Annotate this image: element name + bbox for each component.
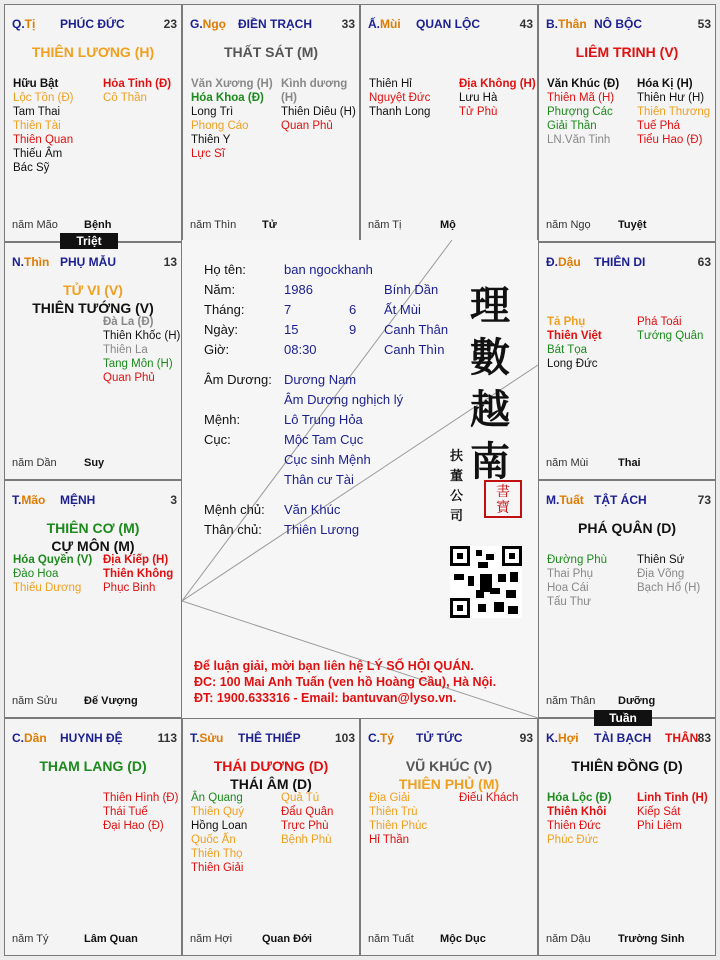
minor-star: Thiên Không <box>103 568 174 580</box>
minor-star: Thiên Việt <box>547 330 602 342</box>
palace-phase: Thai <box>618 457 641 469</box>
palace-branch: Tị <box>24 17 36 31</box>
info-canchi: Bính Dần <box>384 282 439 297</box>
palace-age: 93 <box>519 731 533 745</box>
palace-cell-mao[interactable] <box>4 480 182 718</box>
palace-header <box>539 255 715 271</box>
main-star: TỬ VI (V) <box>63 282 123 298</box>
palace-branch: Sửu <box>199 731 224 745</box>
minor-star: Tả Phụ <box>547 316 586 328</box>
palace-stem: N. <box>12 255 24 269</box>
palace-name: TẬT ÁCH <box>594 493 647 507</box>
minor-star: Thai Phụ <box>547 568 594 580</box>
minor-star: Tiểu Hao (Đ) <box>637 134 703 146</box>
minor-star: Đẩu Quân <box>281 806 334 818</box>
minor-star: Quan Phủ <box>281 120 333 132</box>
main-stars <box>361 757 537 793</box>
minor-stars-right <box>637 791 716 833</box>
minor-star: Thiên Phúc <box>369 820 428 832</box>
main-star: LIÊM TRINH (V) <box>575 44 679 60</box>
palace-header <box>539 17 715 33</box>
minor-star: Thanh Long <box>369 106 431 118</box>
minor-stars-right <box>103 791 182 833</box>
main-star: THÁI DƯƠNG (D) <box>213 758 329 774</box>
palace-age: 83 <box>697 731 711 745</box>
palace-stem: Q. <box>12 17 25 31</box>
palace-header <box>5 255 181 271</box>
palace-stem-branch <box>546 255 581 269</box>
minor-star: Thiên Diêu (H) <box>281 106 356 118</box>
palace-stem: B. <box>546 17 558 31</box>
minor-stars-right <box>459 791 538 805</box>
minor-star: Kình dương (H) <box>281 78 348 104</box>
palace-header <box>361 731 537 747</box>
minor-star: Quả Tú <box>281 792 320 804</box>
center-info-panel <box>182 240 538 718</box>
palace-year: năm Ngọ <box>546 219 591 231</box>
palace-age: 63 <box>697 255 711 269</box>
main-star: PHÁ QUÂN (D) <box>578 520 676 536</box>
minor-stars-left <box>13 553 97 595</box>
minor-star: Thái Tuế <box>103 806 148 818</box>
minor-star: Long Đức <box>547 358 598 370</box>
red-seal <box>484 480 522 518</box>
main-star: THIÊN CƠ (M) <box>46 520 140 536</box>
palace-stem: T. <box>12 493 22 507</box>
minor-star: Thiếu Dương <box>13 582 82 594</box>
palace-name: TỬ TỨC <box>416 731 463 745</box>
minor-star: Trực Phù <box>281 820 329 832</box>
triet-tag: Triệt <box>60 233 118 249</box>
palace-stem: C. <box>368 731 380 745</box>
palace-name: QUAN LỘC <box>416 17 480 31</box>
palace-year: năm Tuất <box>368 933 414 945</box>
minor-star: Ân Quang <box>191 792 243 804</box>
palace-branch: Mão <box>21 493 46 507</box>
minor-star: Thiên Đức <box>547 820 601 832</box>
palace-stem-branch <box>368 731 394 745</box>
calligraphy-viet: 越 <box>470 386 510 433</box>
info-label: Cục: <box>204 432 231 447</box>
calligraphy-small-3: 公 <box>450 489 464 504</box>
palace-header <box>5 731 181 747</box>
palace-year: năm Dần <box>12 457 57 469</box>
palace-name: HUYNH ĐỆ <box>60 731 123 745</box>
palace-year: năm Sửu <box>12 695 58 707</box>
minor-stars-right <box>637 553 716 595</box>
palace-header <box>361 17 537 33</box>
info-label: Họ tên: <box>204 262 246 277</box>
palace-phase: Tuyệt <box>618 219 647 231</box>
contact-line-3: ĐT: 1900.633316 - Email: bantuvan@lyso.vn. <box>194 691 457 705</box>
palace-footer <box>12 933 177 947</box>
minor-star: Bác Sỹ <box>13 162 50 174</box>
info-value: Dương Nam <box>284 372 357 387</box>
palace-branch: Mùi <box>380 17 401 31</box>
minor-star: Phục Binh <box>103 582 156 594</box>
palace-year: năm Mão <box>12 219 58 231</box>
palace-branch: Tuất <box>559 493 584 507</box>
palace-stem: M. <box>546 493 560 507</box>
minor-star: Tang Môn (H) <box>103 358 173 370</box>
palace-name: ĐIỀN TRẠCH <box>238 17 312 31</box>
minor-star: Long Trì <box>191 106 234 118</box>
main-star: THẤT SÁT (M) <box>223 44 319 60</box>
main-stars <box>539 757 715 775</box>
palace-year: năm Dậu <box>546 933 591 945</box>
info-label: Âm Dương: <box>204 372 272 387</box>
minor-star: Hồng Loan <box>191 820 248 832</box>
minor-star: Thiên Y <box>191 134 231 146</box>
minor-stars-right <box>103 77 182 105</box>
minor-star: Linh Tinh (H) <box>637 792 708 804</box>
contact-block <box>194 658 496 706</box>
info-label: Tháng: <box>204 302 245 317</box>
minor-stars-right <box>637 315 716 343</box>
minor-star: Địa Giải <box>369 792 410 804</box>
minor-star: Đường Phù <box>547 554 607 566</box>
minor-star: Thiên Giải <box>191 862 244 874</box>
palace-branch: Dần <box>24 731 47 745</box>
palace-phase: Mộc Dục <box>440 933 486 945</box>
palace-name: THÊ THIẾP <box>238 731 301 745</box>
palace-age: 53 <box>697 17 711 31</box>
palace-footer <box>190 933 355 947</box>
minor-star: Thiếu Âm <box>13 148 63 160</box>
minor-stars-left <box>547 553 631 609</box>
palace-stem: K. <box>546 731 558 745</box>
palace-cell-dau[interactable] <box>538 242 716 480</box>
palace-name: THIÊN DI <box>594 255 646 269</box>
minor-star: Thiên Sứ <box>637 554 685 566</box>
palace-phase: Dưỡng <box>618 695 656 707</box>
minor-star: Hoa Cái <box>547 582 589 594</box>
minor-stars-left <box>369 77 453 119</box>
palace-name: NÔ BỘC <box>594 17 642 31</box>
seal-char-1: 書 <box>496 484 510 500</box>
palace-cell-tuat[interactable] <box>538 480 716 718</box>
minor-star: Phá Toái <box>637 316 682 328</box>
palace-phase: Tử <box>262 219 277 231</box>
main-stars <box>5 43 181 61</box>
palace-name: PHÚC ĐỨC <box>60 17 125 31</box>
minor-star: Thiên Tài <box>13 120 61 132</box>
minor-star: Đà La (Đ) <box>103 316 154 328</box>
palace-year: năm Thân <box>546 695 596 707</box>
minor-stars-right <box>103 553 182 595</box>
minor-star: Thiên Khôi <box>547 806 607 818</box>
minor-star: Thiên Thọ <box>191 848 243 860</box>
palace-phase: Quan Đới <box>262 933 312 945</box>
minor-star: Bạch Hổ (H) <box>637 582 701 594</box>
minor-stars-left <box>369 791 453 847</box>
palace-header <box>5 493 181 509</box>
minor-stars-left <box>547 791 631 847</box>
main-stars <box>183 757 359 793</box>
palace-phase: Trường Sinh <box>618 933 685 945</box>
info-label: Ngày: <box>204 322 238 337</box>
palace-year: năm Thìn <box>190 219 237 231</box>
minor-star: Thiên Quan <box>13 134 74 146</box>
tuan-tag: Tuần <box>594 710 652 726</box>
palace-age: 33 <box>341 17 355 31</box>
minor-star: Tuế Phá <box>637 120 681 132</box>
main-stars <box>539 519 715 537</box>
minor-star: Kiếp Sát <box>637 806 681 818</box>
minor-star: Quốc Ấn <box>191 834 236 846</box>
palace-age: 73 <box>697 493 711 507</box>
info-canchi: Canh Thân <box>384 322 449 337</box>
palace-header <box>539 731 715 747</box>
palace-age: 23 <box>163 17 177 31</box>
palace-branch: Tý <box>380 731 395 745</box>
palace-footer <box>12 457 177 471</box>
palace-age: 113 <box>157 731 177 745</box>
palace-stem: C. <box>12 731 24 745</box>
palace-branch: Hợi <box>558 731 579 745</box>
palace-phase: Mộ <box>440 219 456 231</box>
main-star: THIÊN PHỦ (M) <box>398 776 500 792</box>
palace-cell-than[interactable] <box>538 4 716 242</box>
palace-name: PHỤ MẪU <box>60 255 116 269</box>
palace-age: 13 <box>163 255 177 269</box>
info-value: 15 <box>284 322 299 337</box>
palace-stem-branch <box>12 731 47 745</box>
info-value: Lô Trung Hỏa <box>284 412 363 427</box>
palace-year: năm Tý <box>12 933 49 945</box>
palace-branch: Thìn <box>24 255 50 269</box>
palace-stem-branch <box>190 731 223 745</box>
minor-stars-left <box>191 77 275 161</box>
minor-star: Tử Phù <box>459 106 498 118</box>
palace-footer <box>368 933 533 947</box>
calligraphy-so: 數 <box>470 334 510 381</box>
palace-stem-branch <box>12 17 35 31</box>
main-star: THÁI ÂM (D) <box>230 776 312 792</box>
minor-star: Thiên La <box>103 344 148 356</box>
palace-header <box>183 731 359 747</box>
minor-stars-left <box>191 791 275 875</box>
palace-stem-branch <box>368 17 401 31</box>
calligraphy-li: 理 <box>470 282 510 329</box>
palace-phase: Lâm Quan <box>84 933 138 945</box>
main-star: THIÊN ĐỒNG (D) <box>571 758 683 774</box>
minor-star: Thiên Trù <box>369 806 418 818</box>
palace-cell-thin[interactable] <box>4 242 182 480</box>
info-lunar-value: 9 <box>349 322 357 337</box>
info-canchi: Ất Mùi <box>384 302 421 317</box>
minor-stars-right <box>459 77 538 119</box>
info-value: Văn Khúc <box>284 502 341 517</box>
minor-star: Đại Hao (Đ) <box>103 820 164 832</box>
palace-age: 103 <box>334 731 355 745</box>
main-star: THAM LANG (D) <box>39 758 147 774</box>
contact-line-2: ĐC: 100 Mai Anh Tuấn (ven hồ Hoàng Cầu), Hà Nội. <box>194 675 497 689</box>
main-star: CỰ MÔN (M) <box>51 538 135 554</box>
info-label: Thân chủ: <box>204 522 262 537</box>
palace-cell-dan[interactable] <box>4 718 182 956</box>
calligraphy-small-4: 司 <box>450 509 464 524</box>
info-value: Cục sinh Mệnh <box>284 452 371 467</box>
palace-year: năm Tị <box>368 219 402 231</box>
main-star: THIÊN LƯƠNG (H) <box>31 44 155 60</box>
minor-stars-left <box>547 77 631 147</box>
palace-branch: Dậu <box>558 255 581 269</box>
minor-star: Lộc Tồn (Đ) <box>13 92 74 104</box>
minor-star: Thiên Quý <box>191 806 245 818</box>
minor-star: Giải Thần <box>547 120 597 132</box>
minor-star: Lưu Hà <box>459 92 498 104</box>
minor-star: Đào Hoa <box>13 568 59 580</box>
palace-cell-ngo[interactable] <box>182 4 360 242</box>
info-value: Thiên Lương <box>284 522 360 537</box>
info-value: Âm Dương nghịch lý <box>284 392 404 407</box>
palace-phase: Suy <box>84 457 105 469</box>
palace-cell-hoi[interactable] <box>538 718 716 956</box>
minor-star: Hóa Khoa (Đ) <box>191 92 264 104</box>
info-label: Mệnh: <box>204 412 241 427</box>
palace-header <box>539 493 715 509</box>
minor-star: Thiên Hình (Đ) <box>103 792 179 804</box>
minor-star: Cô Thần <box>103 92 147 104</box>
palace-footer <box>546 695 711 709</box>
palace-cell-mui[interactable] <box>360 4 538 242</box>
minor-star: Văn Khúc (Đ) <box>547 78 620 90</box>
minor-stars-right <box>637 77 716 147</box>
minor-star: Phong Cáo <box>191 120 249 132</box>
palace-stem-branch <box>12 493 45 507</box>
main-stars <box>5 757 181 775</box>
info-canchi: Canh Thìn <box>384 342 445 357</box>
minor-stars-right <box>281 77 360 133</box>
palace-cell-ty2[interactable] <box>360 718 538 956</box>
minor-star: Điếu Khách <box>459 792 519 804</box>
minor-star: Hữu Bật <box>13 78 59 90</box>
info-value: Mộc Tam Cục <box>284 432 364 447</box>
palace-footer <box>12 695 177 709</box>
palace-stem-branch <box>546 493 584 507</box>
minor-star: Văn Xương (H) <box>191 78 273 90</box>
minor-star: Bát Tọa <box>547 344 588 356</box>
minor-star: Hỏa Tinh (Đ) <box>103 78 172 90</box>
info-value: ban ngockhanh <box>284 262 373 277</box>
minor-star: Tấu Thư <box>547 596 591 608</box>
palace-name: MỆNH <box>60 493 96 507</box>
calligraphy-small-1: 扶 <box>450 449 464 464</box>
minor-star: Hóa Lộc (Đ) <box>547 792 612 804</box>
palace-branch: Ngọ <box>202 17 226 31</box>
palace-stem: G. <box>190 17 203 31</box>
info-value: 7 <box>284 302 292 317</box>
minor-stars-right <box>103 315 182 385</box>
palace-year: năm Hợi <box>190 933 233 945</box>
seal-char-2: 寶 <box>496 500 510 516</box>
info-value: 1986 <box>284 282 313 297</box>
palace-stem: T. <box>190 731 200 745</box>
info-label: Mệnh chủ: <box>204 502 265 517</box>
minor-star: Phi Liêm <box>637 820 682 832</box>
minor-stars-left <box>13 77 97 175</box>
palace-cell-suu[interactable] <box>182 718 360 956</box>
minor-star: Hỉ Thần <box>369 834 410 846</box>
info-lunar-value: 6 <box>349 302 357 317</box>
minor-star: Tướng Quân <box>637 330 704 342</box>
info-label: Năm: <box>204 282 236 297</box>
palace-footer <box>546 933 711 947</box>
palace-stem-branch <box>12 255 49 269</box>
minor-star: Phúc Đức <box>547 834 599 846</box>
minor-star: Địa Kiếp (H) <box>103 554 169 566</box>
minor-star: Thiên Hư (H) <box>637 92 705 104</box>
main-stars <box>5 281 181 317</box>
palace-stem: Đ. <box>546 255 558 269</box>
contact-line-1: Để luận giải, mời bạn liên hệ LÝ SỐ HỘI QUÁN. <box>194 659 474 673</box>
minor-star: Địa Võng <box>637 568 685 580</box>
palace-stem: Ấ. <box>368 17 380 31</box>
minor-star: LN.Văn Tinh <box>547 134 611 146</box>
main-star: THIÊN TƯỚNG (V) <box>32 300 154 316</box>
minor-star: Thiên Khốc (H) <box>103 330 181 342</box>
palace-cell-ty[interactable] <box>4 4 182 242</box>
minor-stars-right <box>281 791 360 847</box>
palace-footer <box>12 219 177 233</box>
palace-age: 43 <box>519 17 533 31</box>
main-stars <box>5 519 181 555</box>
minor-star: Thiên Thương <box>637 106 711 118</box>
minor-star: Thiên Hỉ <box>369 78 412 90</box>
minor-star: Địa Không (H) <box>459 78 536 90</box>
palace-footer <box>190 219 355 233</box>
minor-star: Hóa Quyền (V) <box>13 554 93 566</box>
minor-stars-left <box>547 315 631 371</box>
calligraphy-small-2: 董 <box>450 469 464 484</box>
minor-star: Lực Sĩ <box>191 148 225 160</box>
minor-star: Phượng Các <box>547 106 613 118</box>
info-value: 08:30 <box>284 342 317 357</box>
palace-branch: Thân <box>558 17 587 31</box>
main-star: VŨ KHÚC (V) <box>405 758 493 774</box>
palace-body-marker: THÂN <box>665 731 699 745</box>
minor-star: Quan Phủ <box>103 372 155 384</box>
info-label: Giờ: <box>204 342 230 357</box>
palace-phase: Bệnh <box>84 219 112 231</box>
minor-star: Nguyệt Đức <box>369 92 431 104</box>
palace-footer <box>368 219 533 233</box>
main-stars <box>539 43 715 61</box>
palace-age: 3 <box>170 493 177 507</box>
palace-phase: Đế Vượng <box>84 695 138 707</box>
minor-star: Thiên Mã (H) <box>547 92 615 104</box>
calligraphy-nam: 南 <box>470 438 510 485</box>
palace-header <box>183 17 359 33</box>
main-stars <box>183 43 359 61</box>
palace-footer <box>546 219 711 233</box>
palace-year: năm Mùi <box>546 457 589 469</box>
info-value: Thân cư Tài <box>284 472 354 487</box>
minor-star: Hóa Kị (H) <box>637 78 693 90</box>
palace-stem-branch <box>546 731 579 745</box>
qr-code-icon <box>450 546 522 618</box>
minor-star: Tam Thai <box>13 106 61 118</box>
palace-stem-branch <box>190 17 226 31</box>
palace-header <box>5 17 181 33</box>
palace-footer <box>546 457 711 471</box>
minor-star: Bệnh Phù <box>281 834 332 846</box>
palace-stem-branch <box>546 17 587 31</box>
palace-name: TÀI BẠCH <box>594 731 652 745</box>
